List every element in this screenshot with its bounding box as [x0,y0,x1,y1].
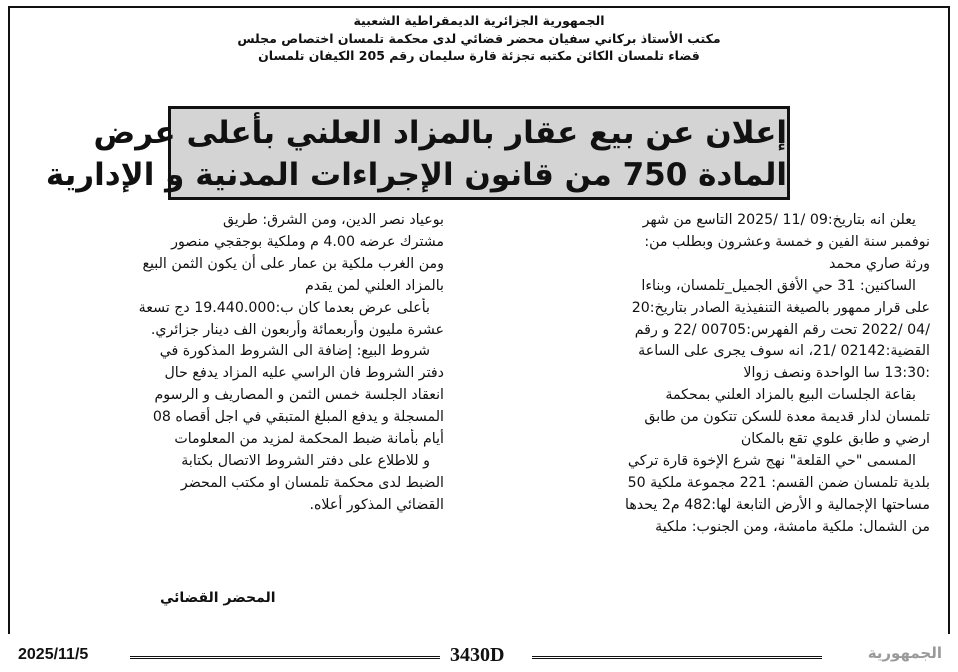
body-line: أيام بأمانة ضبط المحكمة لمزيد من المعلومات [174,431,444,448]
body-line: المسمى "حي القلعة" نهج شرع الإخوة قارة تركي [627,452,916,469]
body-line: مساحتها الإجمالية و الأرض التابعة لها:482 م2 يحدها [625,496,930,513]
body-line: بلدية تلمسان ضمن القسم: 221 مجموعة ملكية 50 [627,474,930,491]
header-line-2: مكتب الأستاذ بركاني سفيان محضر قضائي لدى محكمة تلمسان اختصاص مجلس [237,30,721,46]
body-line: القضية:02142 /21، انه سوف يجرى على الساعة [638,343,930,360]
body-line: ومن الغرب ملكية بن عمار على أن يكون الثمن البيع [142,255,444,272]
header-line-1: الجمهورية الجزائرية الديمقراطية الشعبية [353,13,605,28]
body-line: القضائي المذكور أعلاه. [309,496,444,513]
notice-title [45,106,790,200]
body-line: على قرار ممهور بالصيغة التنفيذية الصادر بتاريخ:20 [631,299,930,316]
header-line-3: قضاء تلمسان الكائن مكتبه تجزئة قارة سليمان رقم 205 الكيفان تلمسان [258,48,700,63]
body-line: ورثة صاري محمد [828,255,930,272]
body-line: يعلن انه بتاريخ:09 /11 /2025 التاسع من شهر [642,212,916,228]
footer-date: 2025/11/5 [18,646,89,663]
body-line: بقاعة الجلسات البيع بالمزاد العلني بمحكمة [665,387,916,404]
body-line: المسجلة و يدفع المبلغ المتبقي في اجل أقصاه 08 [152,409,444,426]
title-line-2: المادة 750 من قانون الإجراءات المدنية و الإدارية [45,157,787,193]
footer-rule-left [130,656,440,659]
title-line-1: إعلان عن بيع عقار بالمزاد العلني بأعلى عرض [93,115,787,151]
body-line: بالمزاد العلني لمن يقدم [304,277,444,294]
body-line: نوفمبر سنة الفين و خمسة وعشرون وبطلب من: [644,233,930,250]
footer-rule-right [532,656,822,659]
body-line: عشرة مليون وأربعمائة وأربعون الف دينار جزائري. [150,321,444,338]
body-line: ارضي و طابق علوي تقع بالمكان [740,431,930,448]
right-column [514,210,930,539]
newspaper-logo: الجمهورية [867,644,942,662]
body-line: /04 /2022 تحت رقم الفهرس:00705 /22 و رقم [634,321,930,338]
body-line: بأعلى عرض بعدما كان ب:19.440.000 دج تسعة [138,299,430,316]
body-line: :13:30 سا الواحدة ونصف زوالا [743,365,930,382]
body-line: انعقاد الجلسة خمس الثمن و المصاريف و الرسوم [154,387,444,404]
left-column [20,210,444,517]
body-line: شروط البيع: إضافة الى الشروط المذكورة في [159,343,430,360]
body-line: بوعياد نصر الدين، ومن الشرق: طريق [222,212,444,228]
body-line: و للاطلاع على دفتر الشروط الاتصال بكتابة [181,452,430,469]
notice-header [60,12,898,65]
body-line: الضبط لدى محكمة تلمسان او مكتب المحضر [180,474,444,491]
footer-code: 3430D [450,644,505,666]
body-line: الساكنين: 31 حي الأفق الجميل_تلمسان، وبناءا [641,277,916,294]
body-line: دفتر الشروط فان الراسي عليه المزاد يدفع حال [164,365,444,382]
page-footer [8,644,950,670]
signature: المحضر القضائي [160,590,276,606]
body-line: من الشمال: ملكية مامشة، ومن الجنوب: ملكية [655,518,930,535]
body-line: مشترك عرضه 4.00 م وملكية بوجقجي منصور [171,233,444,250]
body-line: تلمسان لدار قديمة معدة للسكن تتكون من طابق [644,409,930,426]
